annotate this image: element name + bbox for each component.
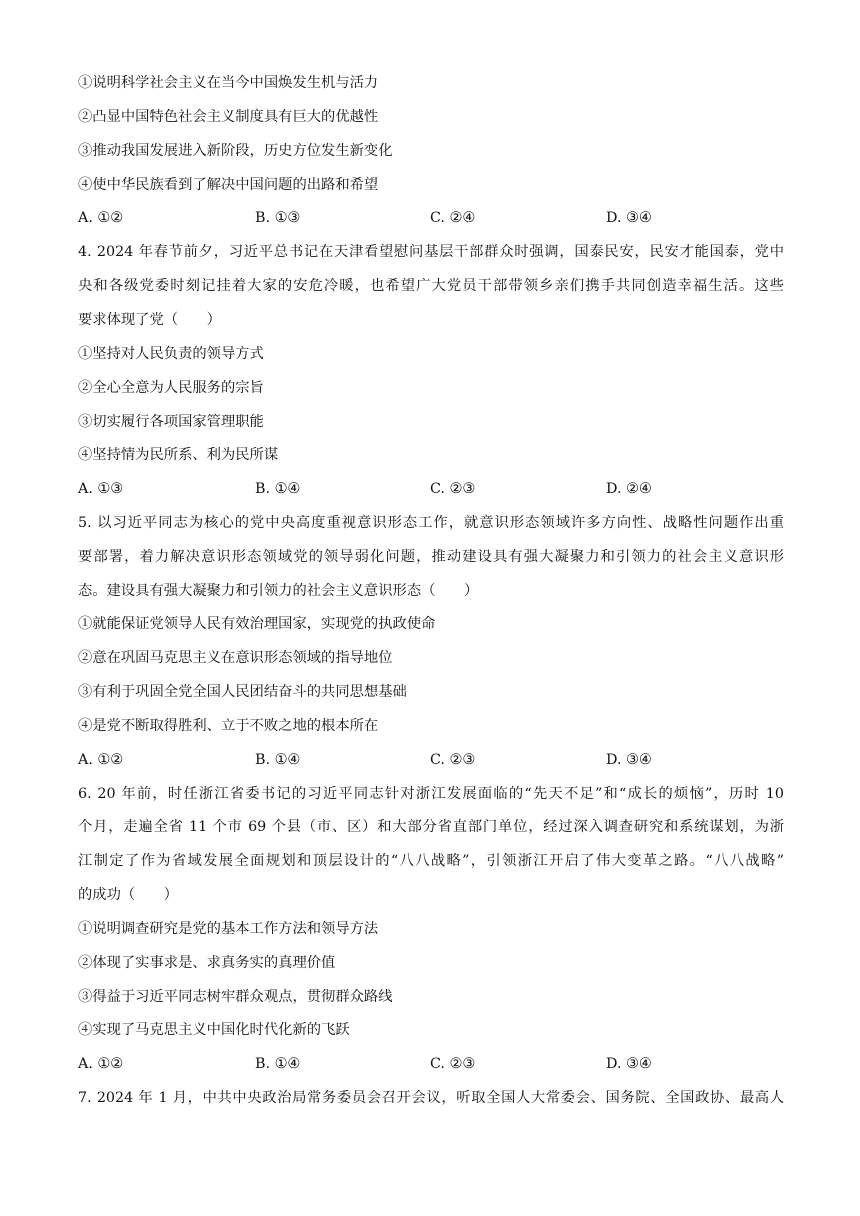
q6-option-3: ③得益于习近平同志树牢群众观点，贯彻群众路线 (78, 989, 393, 1005)
q6-stem-line-2: 个月，走遍全省 11 个市 69 个县（市、区）和大部分省直部门单位，经过深入调查研究和系统谋划，为浙 (78, 819, 784, 835)
q4-choice-a: A. ①③ (78, 481, 124, 497)
q4-choice-b: B. ①④ (255, 481, 301, 497)
q4-option-2: ②全心全意为人民服务的宗旨 (78, 380, 264, 396)
q4-option-1: ①坚持对人民负责的领导方式 (78, 346, 264, 362)
q5-option-1: ①就能保证党领导人民有效治理国家，实现党的执政使命 (78, 616, 436, 632)
q5-stem-line-1: 5. 以习近平同志为核心的党中央高度重视意识形态工作，就意识形态领域许多方向性、战略性问题作出重 (78, 515, 784, 531)
q6-stem-line-1: 6. 20 年前，时任浙江省委书记的习近平同志针对浙江发展面临的“先天不足”和“成长的烦恼”，历时 10 (78, 786, 784, 802)
q5-option-2: ②意在巩固马克思主义在意识形态领域的指导地位 (78, 650, 393, 666)
q4-answer-choices (78, 479, 784, 499)
q3-option-2: ②凸显中国特色社会主义制度具有巨大的优越性 (78, 109, 379, 125)
q6-option-2: ②体现了实事求是、求真务实的真理价值 (78, 955, 336, 971)
q3-option-4: ④使中华民族看到了解决中国问题的出路和希望 (78, 177, 379, 193)
q6-choice-a: A. ①② (78, 1056, 124, 1072)
q3-choice-c: C. ②④ (430, 210, 476, 226)
q4-option-4: ④坚持情为民所系、利为民所谋 (78, 447, 279, 463)
q6-option-4: ④实现了马克思主义中国化时代化新的飞跃 (78, 1022, 350, 1038)
q4-option-3: ③切实履行各项国家管理职能 (78, 414, 264, 430)
q6-choice-d: D. ③④ (606, 1056, 652, 1072)
q5-choice-a: A. ①② (78, 752, 124, 768)
q3-choice-b: B. ①③ (255, 210, 301, 226)
q6-answer-choices (78, 1054, 784, 1074)
q4-choice-c: C. ②③ (430, 481, 476, 497)
q5-option-3: ③有利于巩固全党全国人民团结奋斗的共同思想基础 (78, 684, 407, 700)
q4-stem-line-3: 要求体现了党（ ） (78, 312, 221, 328)
q6-choice-c: C. ②③ (430, 1056, 476, 1072)
q3-option-3: ③推动我国发展进入新阶段，历史方位发生新变化 (78, 143, 393, 159)
q3-answer-choices (78, 208, 784, 228)
q6-stem-line-4: 的成功（ ） (78, 887, 179, 903)
q5-stem-line-2: 要部署，着力解决意识形态领域党的领导弱化问题，推动建设具有强大凝聚力和引领力的社会主义意识形 (78, 549, 784, 565)
q6-stem-line-3: 江制定了作为省域发展全面规划和顶层设计的“八八战略”，引领浙江开启了伟大变革之路。“八八战略” (78, 853, 784, 869)
q5-choice-b: B. ①④ (255, 752, 301, 768)
q3-choice-d: D. ③④ (606, 210, 652, 226)
q5-answer-choices (78, 750, 784, 770)
q3-choice-a: A. ①② (78, 210, 124, 226)
q6-option-1: ①说明调查研究是党的基本工作方法和领导方法 (78, 921, 379, 937)
q4-stem-line-1: 4. 2024 年春节前夕，习近平总书记在天津看望慰问基层干部群众时强调，国泰民安，民安才能国泰，党中 (78, 244, 784, 260)
q7-stem-line-1: 7. 2024 年 1 月，中共中央政治局常务委员会召开会议，听取全国人大常委会、国务院、全国政协、最高人 (78, 1090, 784, 1106)
q6-choice-b: B. ①④ (255, 1056, 301, 1072)
q5-stem-line-3: 态。建设具有强大凝聚力和引领力的社会主义意识形态（ ） (78, 583, 479, 599)
q3-option-1: ①说明科学社会主义在当今中国焕发生机与活力 (78, 75, 379, 91)
q4-stem-line-2: 央和各级党委时刻记挂着大家的安危冷暖，也希望广大党员干部带领乡亲们携手共同创造幸福生活。这些 (78, 278, 784, 294)
q4-choice-d: D. ②④ (606, 481, 652, 497)
q5-choice-c: C. ②③ (430, 752, 476, 768)
q5-choice-d: D. ③④ (606, 752, 652, 768)
q5-option-4: ④是党不断取得胜利、立于不败之地的根本所在 (78, 718, 379, 734)
